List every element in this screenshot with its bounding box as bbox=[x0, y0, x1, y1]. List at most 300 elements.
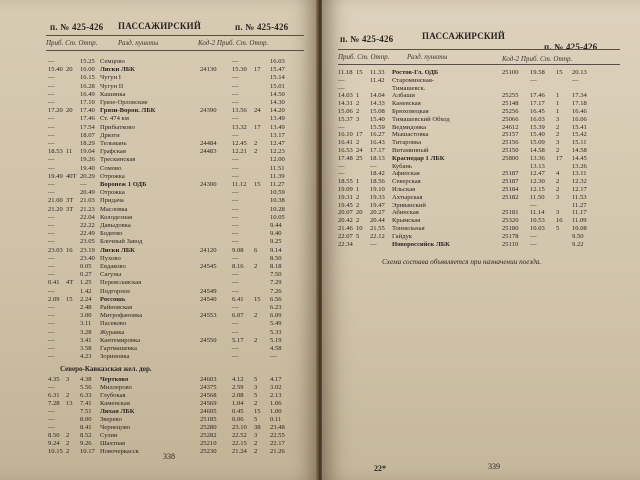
station-name: Чернецово bbox=[100, 424, 131, 431]
stop-minutes-return: 15 bbox=[254, 295, 261, 303]
station-name: Кантемировка bbox=[100, 336, 141, 344]
right-col-arrive-stop-depart: Приб. Ст. Отпр. bbox=[338, 53, 390, 61]
station-name: Воронеж 1 ОДБ bbox=[100, 181, 147, 188]
station-code: 25156 bbox=[502, 139, 519, 147]
arrive-time: — bbox=[48, 384, 55, 391]
depart-time: 18.13 bbox=[370, 154, 385, 162]
arrive-time-return: 13.32 bbox=[232, 123, 247, 131]
arrive-time: — bbox=[48, 304, 55, 311]
stop-minutes-return: 17 bbox=[254, 66, 261, 74]
station-code: 24375 bbox=[200, 384, 217, 391]
header-rule bbox=[338, 64, 620, 65]
depart-time-return: 16.46 bbox=[572, 108, 587, 115]
depart-time-return: 12.00 bbox=[270, 156, 285, 164]
depart-time: 19.47 bbox=[370, 201, 385, 209]
arrive-time: 23.03 bbox=[48, 246, 63, 254]
station-name: Каменская bbox=[100, 400, 130, 407]
station-name: Бодеево bbox=[100, 230, 123, 238]
arrive-time-return: 12.45 bbox=[232, 140, 247, 147]
depart-time: 22.22 bbox=[80, 222, 95, 229]
depart-time-return: 1.00 bbox=[270, 408, 282, 415]
station-name: Тоннельная bbox=[392, 225, 425, 232]
station-code: 24550 bbox=[200, 336, 217, 344]
depart-time-return: 11.17 bbox=[572, 209, 587, 217]
depart-time-return: — bbox=[572, 76, 579, 84]
depart-time-return: 17.18 bbox=[572, 100, 587, 108]
stop-minutes-return: 15 bbox=[556, 69, 563, 76]
station-code: 24603 bbox=[200, 376, 217, 383]
depart-time-return: 11.27 bbox=[270, 181, 285, 188]
arrive-time: — bbox=[48, 140, 55, 147]
arrive-time: 14.03 bbox=[338, 92, 353, 100]
arrive-time: 11.18 bbox=[338, 69, 353, 76]
depart-time-return: 9.50 bbox=[572, 232, 584, 240]
station-code: 24484 bbox=[200, 140, 217, 147]
depart-time-return: 13.26 bbox=[572, 162, 587, 170]
arrive-time-return: — bbox=[232, 197, 239, 205]
station-code: 25800 bbox=[502, 154, 519, 162]
station-name: Отрожка bbox=[100, 189, 125, 197]
station-name: Чугун II bbox=[100, 82, 124, 90]
stop-minutes: 15 bbox=[356, 69, 363, 76]
depart-time: 18.56 bbox=[370, 178, 385, 186]
arrive-time-return: — bbox=[232, 58, 239, 65]
arrive-time: 10.15 bbox=[48, 448, 63, 455]
station-name: Лиски ЛБК bbox=[100, 246, 135, 254]
depart-time: 22.49 bbox=[80, 230, 95, 238]
arrive-time-return: 1.04 bbox=[232, 400, 244, 407]
station-name: Тимашевский Обход bbox=[392, 115, 450, 123]
depart-time-return: 13.49 bbox=[270, 123, 285, 131]
stop-minutes-return: 6 bbox=[254, 246, 258, 254]
arrive-time-return: — bbox=[530, 232, 537, 240]
arrive-time-return: — bbox=[232, 230, 239, 238]
depart-time: 22.04 bbox=[80, 213, 95, 221]
depart-time-return: 17.34 bbox=[572, 92, 587, 100]
arrive-time: 20.42 bbox=[338, 217, 353, 225]
left-page bbox=[0, 0, 318, 480]
depart-time-return: 3.02 bbox=[270, 384, 282, 391]
depart-time: 15.08 bbox=[370, 108, 385, 115]
stop-minutes: 10 bbox=[356, 225, 363, 232]
header-rule bbox=[46, 50, 304, 51]
stop-minutes: 11 bbox=[66, 148, 73, 156]
stop-minutes: 2 bbox=[356, 108, 360, 115]
arrive-time-return: 13.13 bbox=[530, 162, 545, 170]
stop-minutes-return: 2 bbox=[254, 312, 258, 320]
arrive-time-return: — bbox=[232, 90, 239, 98]
station-code: 25157 bbox=[502, 131, 519, 139]
depart-time: 19.33 bbox=[370, 193, 385, 201]
arrive-time-return: 17.46 bbox=[530, 92, 545, 100]
arrive-time: — bbox=[48, 131, 55, 139]
arrive-time: — bbox=[48, 336, 55, 344]
arrive-time: — bbox=[338, 84, 345, 92]
station-name: Давыдовка bbox=[100, 222, 131, 229]
stop-minutes-return: 2 bbox=[556, 178, 560, 186]
stop-minutes: 2 bbox=[66, 440, 70, 447]
arrive-time-return: — bbox=[232, 222, 239, 229]
station-code: 25255 bbox=[502, 92, 519, 100]
stop-minutes: 40Т bbox=[66, 172, 77, 180]
stop-minutes: 20 bbox=[356, 209, 363, 217]
arrive-time-return: 11.12 bbox=[232, 181, 247, 188]
left-page-number: 338 bbox=[163, 452, 175, 461]
arrive-time-return: 8.16 bbox=[232, 263, 244, 270]
arrive-time: 21.46 bbox=[338, 225, 353, 232]
stop-minutes-return: 2 bbox=[254, 148, 258, 156]
depart-time: 23.40 bbox=[80, 254, 95, 262]
station-name: Подгорное bbox=[100, 287, 131, 295]
station-name: Крымская bbox=[392, 217, 421, 225]
arrive-time-return: 14.58 bbox=[530, 147, 545, 154]
depart-time: 17.10 bbox=[80, 99, 95, 106]
train-composition-note: Схема состава объявляется при назначении поезда. bbox=[382, 258, 542, 266]
depart-time: 14.33 bbox=[370, 100, 385, 108]
station-code: 25256 bbox=[502, 108, 519, 115]
arrive-time: — bbox=[48, 353, 55, 361]
stop-minutes-return: 2 bbox=[254, 263, 258, 270]
depart-time: 8.41 bbox=[80, 424, 92, 431]
arrive-time-return: — bbox=[232, 353, 239, 361]
station-code: 25184 bbox=[502, 186, 519, 193]
depart-time: 6.33 bbox=[80, 392, 92, 399]
stop-minutes: 1 bbox=[356, 178, 360, 186]
depart-time-return: 10.08 bbox=[572, 225, 587, 232]
station-code: 24612 bbox=[502, 123, 519, 131]
depart-time: 4.23 bbox=[80, 353, 92, 361]
arrive-time: — bbox=[48, 82, 55, 90]
depart-time-return: 14.50 bbox=[270, 90, 285, 98]
arrive-time: — bbox=[48, 254, 55, 262]
station-name: Эриванский bbox=[392, 201, 426, 209]
station-name: Титаровка bbox=[392, 139, 422, 147]
arrive-time-return: — bbox=[232, 99, 239, 106]
depart-time: 8.52 bbox=[80, 432, 92, 439]
arrive-time: — bbox=[48, 263, 55, 270]
depart-time: 11.42 bbox=[370, 76, 385, 84]
stop-minutes: 2 bbox=[66, 392, 70, 399]
depart-time: 23.05 bbox=[80, 238, 95, 246]
station-code: 25110 bbox=[502, 240, 519, 248]
left-page-title: ПАССАЖИРСКИЙ bbox=[118, 21, 202, 31]
station-name: Зверево bbox=[100, 416, 122, 423]
depart-time: 9.26 bbox=[80, 440, 92, 447]
depart-time: 15.40 bbox=[370, 115, 385, 123]
right-page-title: ПАССАЖИРСКИЙ bbox=[422, 31, 506, 41]
depart-time: — bbox=[370, 162, 377, 170]
station-name: Журавка bbox=[100, 328, 125, 336]
station-name: Семцово bbox=[100, 58, 125, 65]
depart-time-return: 9.22 bbox=[572, 240, 584, 248]
stop-minutes-return: 2 bbox=[556, 123, 560, 131]
stop-minutes-return: 1 bbox=[556, 92, 560, 100]
arrive-time: 19.45 bbox=[338, 201, 353, 209]
station-name: Сагуны bbox=[100, 271, 122, 279]
arrive-time: — bbox=[48, 312, 55, 320]
depart-time: 23.19 bbox=[80, 246, 95, 254]
header-rule bbox=[46, 35, 304, 36]
depart-time: 2.48 bbox=[80, 304, 92, 311]
arrive-time: 15.40 bbox=[48, 66, 63, 74]
station-code: 24300 bbox=[200, 181, 217, 188]
arrive-time: — bbox=[48, 287, 55, 295]
depart-time-return: 15.47 bbox=[270, 66, 285, 74]
depart-time: 22.12 bbox=[370, 232, 385, 240]
depart-time-return: 9.25 bbox=[270, 238, 282, 246]
depart-time-return: 8.18 bbox=[270, 263, 282, 270]
arrive-time-return: — bbox=[232, 287, 239, 295]
depart-time: 14.04 bbox=[370, 92, 385, 100]
depart-time: 19.10 bbox=[370, 186, 385, 193]
depart-time-return: 11.09 bbox=[572, 217, 587, 225]
arrive-time: — bbox=[48, 74, 55, 82]
station-code: 25280 bbox=[200, 424, 217, 431]
stop-minutes: 2 bbox=[356, 201, 360, 209]
arrive-time-return: — bbox=[232, 254, 239, 262]
depart-time: 19.04 bbox=[80, 148, 95, 156]
station-name: Масловка bbox=[100, 205, 128, 213]
station-name: Ахтырская bbox=[392, 193, 423, 201]
arrive-time: — bbox=[48, 408, 55, 415]
arrive-time: 8.50 bbox=[48, 432, 60, 439]
stop-minutes: 20 bbox=[66, 66, 73, 74]
arrive-time-return: — bbox=[530, 76, 537, 84]
depart-time-return: 7.50 bbox=[270, 271, 282, 279]
depart-time: 0.27 bbox=[80, 271, 92, 279]
station-code: 24483 bbox=[200, 148, 217, 156]
station-name: Лихая ЛБК bbox=[100, 408, 135, 415]
arrive-time-return: 17.17 bbox=[530, 100, 545, 108]
depart-time: 16.49 bbox=[80, 90, 95, 98]
depart-time-return: 13.49 bbox=[270, 115, 285, 123]
station-name: Новороссийск ЛБК bbox=[392, 240, 450, 248]
arrive-time: 22.34 bbox=[338, 240, 353, 248]
printer-signature-mark: 22* bbox=[374, 464, 386, 473]
depart-time-return: 7.29 bbox=[270, 279, 282, 287]
depart-time: 4.38 bbox=[80, 376, 92, 383]
station-code: 25185 bbox=[200, 416, 217, 423]
station-code: 25150 bbox=[502, 147, 519, 154]
arrive-time-return: 16.03 bbox=[530, 115, 545, 123]
depart-time-return: 9.14 bbox=[270, 246, 282, 254]
depart-time-return: 4.17 bbox=[270, 376, 282, 383]
right-col-code-times: Код-2 Приб. Ст. Отпр. bbox=[502, 55, 573, 63]
depart-time: 16.28 bbox=[80, 82, 95, 90]
stop-minutes: 1 bbox=[356, 186, 360, 193]
depart-time-return: 12.47 bbox=[270, 140, 285, 147]
arrive-time-return: — bbox=[232, 320, 239, 328]
arrive-time-return: — bbox=[232, 115, 239, 123]
station-name: Придача bbox=[100, 197, 124, 205]
depart-time-return: 22.55 bbox=[270, 432, 285, 439]
station-name: Гайдук bbox=[392, 232, 412, 240]
station-code: 24540 bbox=[200, 295, 217, 303]
station-name: Каневская bbox=[392, 100, 421, 108]
station-code: 25210 bbox=[200, 440, 217, 447]
arrive-time: — bbox=[48, 123, 55, 131]
depart-time-return: 16.03 bbox=[270, 58, 285, 65]
stop-minutes: 2 bbox=[356, 217, 360, 225]
depart-time-return: 15.41 bbox=[572, 123, 587, 131]
arrive-time-return: 23.10 bbox=[232, 424, 247, 431]
stop-minutes-return: 1 bbox=[556, 108, 560, 115]
station-code: 25100 bbox=[502, 69, 519, 76]
left-col-code-times: Код-2 Приб. Ст. Отпр. bbox=[198, 39, 269, 47]
station-name: Ведмидовка bbox=[392, 123, 427, 131]
station-name: Абинская bbox=[392, 209, 419, 217]
station-name: Новочеркасск bbox=[100, 448, 139, 455]
arrive-time-return: — bbox=[232, 271, 239, 279]
arrive-time: 19.31 bbox=[338, 193, 353, 201]
arrive-time-return: — bbox=[232, 328, 239, 336]
arrive-time: — bbox=[48, 416, 55, 423]
station-name: Евдаково bbox=[100, 263, 126, 270]
arrive-time: 4.35 bbox=[48, 376, 60, 383]
stop-minutes-return: 2 bbox=[254, 448, 258, 455]
arrive-time-return: 11.14 bbox=[530, 209, 545, 217]
depart-time-return: 23.48 bbox=[270, 424, 285, 431]
stop-minutes: 3Т bbox=[66, 197, 74, 205]
depart-time: 7.51 bbox=[80, 408, 92, 415]
station-name: Колодезная bbox=[100, 213, 133, 221]
stop-minutes: 25 bbox=[356, 154, 363, 162]
stop-minutes: 17 bbox=[356, 131, 363, 139]
arrive-time-return: 15.40 bbox=[530, 131, 545, 139]
stop-minutes-return: 3 bbox=[556, 209, 560, 217]
depart-time: 21.23 bbox=[80, 205, 95, 213]
station-name: Блочный Завод bbox=[100, 238, 143, 246]
arrive-time: 22.07 bbox=[338, 232, 353, 240]
stop-minutes-return: 2 bbox=[254, 400, 258, 407]
arrive-time-return: 10.53 bbox=[530, 217, 545, 225]
station-code: 25230 bbox=[200, 448, 217, 455]
right-page bbox=[322, 0, 640, 480]
depart-time: 3.00 bbox=[80, 312, 92, 320]
arrive-time-return: 21.24 bbox=[232, 448, 247, 455]
depart-time-return: 1.06 bbox=[270, 400, 282, 407]
arrive-time: — bbox=[48, 238, 55, 246]
left-train-number-left: п. № 425-426 bbox=[50, 22, 104, 32]
depart-time-return: 10.28 bbox=[270, 205, 285, 213]
depart-time-return: 5.33 bbox=[270, 328, 282, 336]
depart-time-return: — bbox=[270, 353, 277, 361]
depart-time-return: 11.27 bbox=[572, 201, 587, 209]
arrive-time-return: 15.39 bbox=[530, 123, 545, 131]
station-name: Витаминный bbox=[392, 147, 429, 154]
arrive-time: 17.48 bbox=[338, 154, 353, 162]
station-name: Грязе-Орловские bbox=[100, 99, 148, 106]
arrive-time-return: — bbox=[232, 131, 239, 139]
arrive-time-return: 6.41 bbox=[232, 295, 244, 303]
arrive-time: 7.28 bbox=[48, 400, 60, 407]
arrive-time-return: — bbox=[232, 304, 239, 311]
station-code: 24130 bbox=[200, 66, 217, 74]
arrive-time: — bbox=[48, 230, 55, 238]
arrive-time-return: — bbox=[232, 213, 239, 221]
station-name: Северская bbox=[392, 178, 421, 186]
depart-time-return: 15.01 bbox=[270, 82, 285, 90]
station-name: Графская bbox=[100, 148, 126, 156]
stop-minutes-return: 3 bbox=[556, 115, 560, 123]
arrive-time: — bbox=[48, 58, 55, 65]
arrive-time: 16.10 bbox=[338, 131, 353, 139]
depart-time: — bbox=[80, 181, 87, 188]
arrive-time-return: — bbox=[232, 238, 239, 246]
stop-minutes-return: 3 bbox=[254, 384, 258, 391]
depart-time-return: 12.32 bbox=[572, 178, 587, 186]
depart-time-return: 11.53 bbox=[572, 193, 587, 201]
station-code: 25282 bbox=[200, 432, 217, 439]
depart-time: 21.03 bbox=[80, 197, 95, 205]
depart-time: 18.42 bbox=[370, 170, 385, 178]
stop-minutes: 24 bbox=[356, 147, 363, 154]
depart-time: 18.29 bbox=[80, 140, 95, 147]
station-name: Митрофановка bbox=[100, 312, 143, 320]
depart-time-return: 20.13 bbox=[572, 69, 587, 76]
arrive-time-return: — bbox=[232, 172, 239, 180]
arrive-time: — bbox=[338, 76, 345, 84]
depart-time-return: 16.06 bbox=[572, 115, 587, 123]
depart-time: 3.11 bbox=[80, 320, 92, 328]
stop-minutes: 2 bbox=[356, 193, 360, 201]
depart-time-return: 14.45 bbox=[572, 154, 587, 162]
stop-minutes-return: 2 bbox=[254, 336, 258, 344]
arrive-time-return: — bbox=[232, 164, 239, 172]
stop-minutes-return: 15 bbox=[254, 181, 261, 188]
stop-minutes-return: 5 bbox=[254, 376, 258, 383]
station-name: Миллерово bbox=[100, 384, 132, 391]
depart-time: 16.27 bbox=[370, 131, 385, 139]
depart-time: 3.41 bbox=[80, 336, 92, 344]
arrive-time-return: — bbox=[530, 240, 537, 248]
stop-minutes-return: 1 bbox=[556, 100, 560, 108]
depart-time: 8.00 bbox=[80, 416, 92, 423]
depart-time: 15.59 bbox=[370, 123, 385, 131]
stop-minutes: 1 bbox=[356, 92, 360, 100]
depart-time-return: 5.49 bbox=[270, 320, 282, 328]
depart-time: 19.40 bbox=[80, 164, 95, 172]
stop-minutes-return: 2 bbox=[254, 440, 258, 447]
station-name: Прибытково bbox=[100, 123, 135, 131]
arrive-time-return: 5.17 bbox=[232, 336, 244, 344]
station-name: Пасеково bbox=[100, 320, 127, 328]
depart-time-return: 8.50 bbox=[270, 254, 282, 262]
arrive-time-return: 13.56 bbox=[232, 107, 247, 115]
depart-time: 19.26 bbox=[80, 156, 95, 164]
stop-minutes-return: 5 bbox=[556, 225, 560, 232]
depart-time: 17.17 bbox=[370, 147, 385, 154]
arrive-time: 17.20 bbox=[48, 107, 63, 115]
right-page-number: 339 bbox=[488, 462, 500, 471]
depart-time: 16.43 bbox=[370, 139, 385, 147]
depart-time-return: 9.44 bbox=[270, 222, 282, 229]
depart-time: 10.17 bbox=[80, 448, 95, 455]
stop-minutes: 16 bbox=[66, 246, 73, 254]
depart-time-return: 11.39 bbox=[270, 172, 285, 180]
left-col-stations: Разд. пункты bbox=[118, 39, 159, 47]
depart-time: 3.58 bbox=[80, 345, 92, 352]
station-name: Отрожка bbox=[100, 172, 125, 180]
depart-time-return: 21.26 bbox=[270, 448, 285, 455]
arrive-time-return: — bbox=[232, 156, 239, 164]
depart-time: 1.25 bbox=[80, 279, 92, 287]
station-name: Шахтная bbox=[100, 440, 126, 447]
arrive-time-return: — bbox=[232, 189, 239, 197]
arrive-time: — bbox=[48, 213, 55, 221]
depart-time-return: 10.38 bbox=[270, 197, 285, 205]
stop-minutes: 3 bbox=[356, 115, 360, 123]
